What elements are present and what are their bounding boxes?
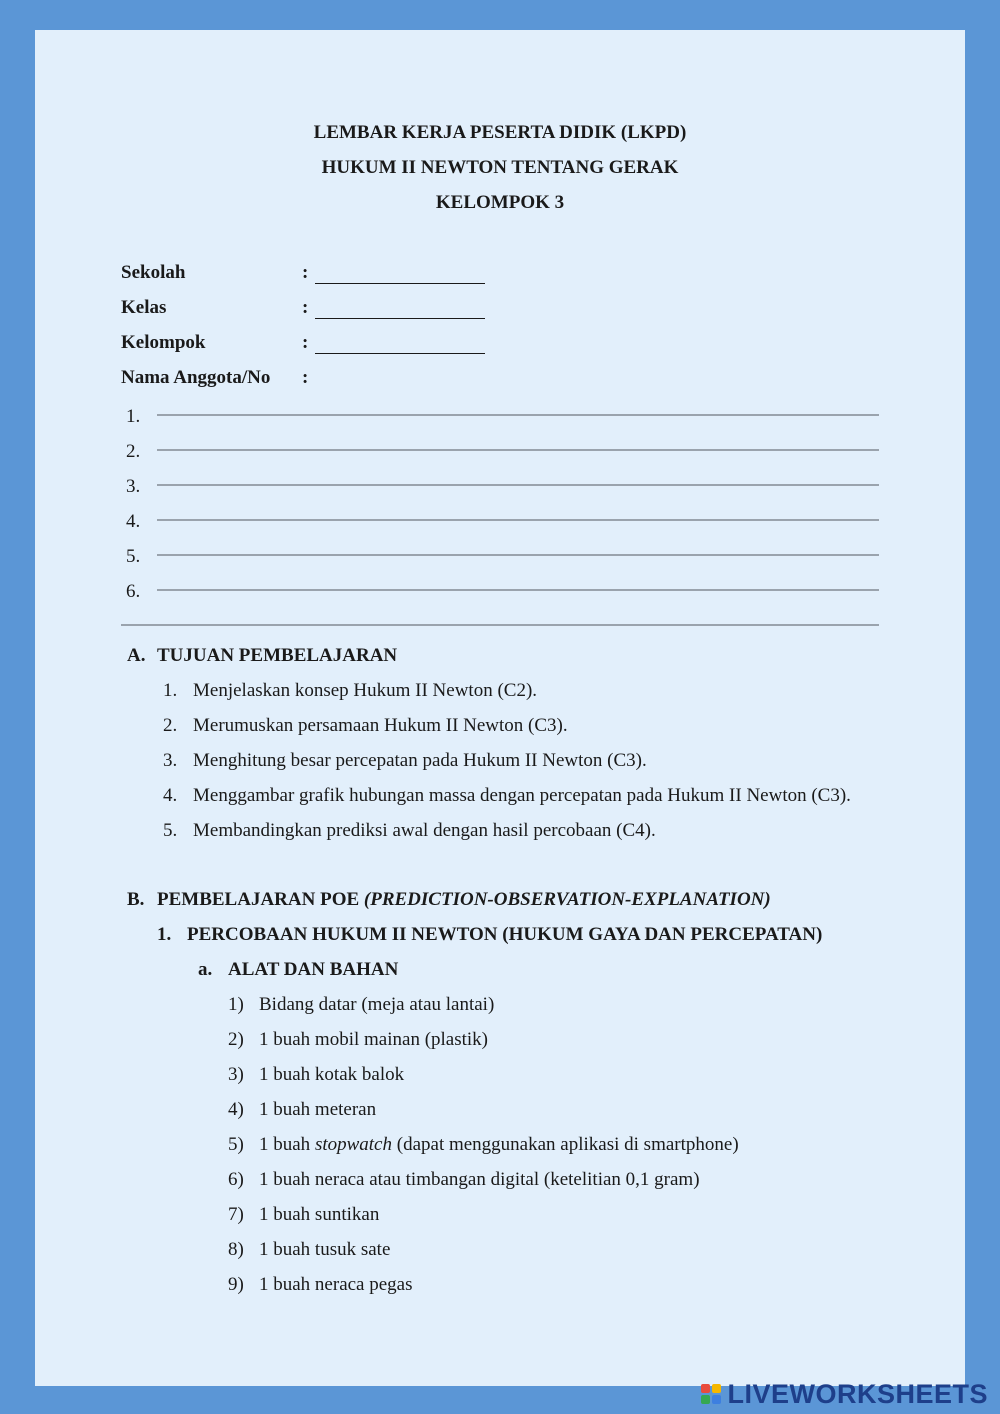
liveworksheets-logo[interactable]: [701, 1380, 988, 1408]
logo-blocks-icon: [701, 1384, 721, 1404]
kelas-input-line[interactable]: [315, 304, 485, 319]
member-number: 4.: [126, 511, 141, 532]
objective-text: Membandingkan prediksi awal dengan hasil percobaan (C4).: [193, 820, 656, 841]
logo-text: LIVEWORKSHEETS: [727, 1378, 988, 1409]
tool-number: 4): [228, 1099, 244, 1120]
tool-item: 1 buah neraca pegas: [259, 1274, 413, 1295]
tool-item-italic: stopwatch: [314, 1134, 392, 1155]
section-b-title-main: PEMBELAJARAN POE: [157, 889, 360, 910]
objective-number: 5.: [163, 820, 178, 841]
field-colon: :: [302, 367, 309, 388]
objective-text: Menjelaskan konsep Hukum II Newton (C2).: [193, 680, 538, 701]
logo-block: [701, 1395, 710, 1404]
tool-number: 5): [228, 1134, 244, 1155]
objective-number: 3.: [163, 750, 178, 771]
subsection-a-marker: a.: [198, 959, 213, 980]
tool-item: 1 buah suntikan: [259, 1204, 380, 1225]
field-colon: :: [302, 297, 309, 318]
field-label-kelompok: Kelompok: [121, 332, 206, 353]
field-colon: :: [302, 332, 309, 353]
tool-item: 1 buah mobil mainan (plastik): [259, 1029, 489, 1050]
section-b-marker: B.: [127, 889, 145, 910]
section-a-marker: A.: [127, 645, 146, 666]
tool-number: 9): [228, 1274, 244, 1295]
subsection-a-title: ALAT DAN BAHAN: [228, 959, 399, 980]
tool-item-post: (dapat menggunakan aplikasi di smartphone): [392, 1134, 739, 1155]
subsection-1-marker: 1.: [157, 924, 172, 945]
section-b-title-italic: (PREDICTION-OBSERVATION-EXPLANATION): [363, 889, 771, 910]
objective-text: Menghitung besar percepatan pada Hukum II Newton (C3).: [193, 750, 647, 771]
objective-number: 1.: [163, 680, 178, 701]
member-number: 6.: [126, 581, 141, 602]
title-line-3: KELOMPOK 3: [435, 192, 565, 213]
sekolah-input-line[interactable]: [315, 269, 485, 284]
tool-number: 2): [228, 1029, 244, 1050]
tool-item: Bidang datar (meja atau lantai): [259, 994, 495, 1015]
tool-item: 1 buah tusuk sate: [259, 1239, 391, 1260]
tool-item: 1 buah kotak balok: [259, 1064, 405, 1085]
member-input-line[interactable]: [157, 589, 879, 591]
kelompok-input-line[interactable]: [315, 339, 485, 354]
member-input-line[interactable]: [157, 484, 879, 486]
field-label-nama-anggota: Nama Anggota/No: [121, 367, 271, 388]
objective-number: 2.: [163, 715, 178, 736]
member-number: 2.: [126, 441, 141, 462]
tool-number: 3): [228, 1064, 244, 1085]
member-number: 3.: [126, 476, 141, 497]
tool-number: 8): [228, 1239, 244, 1260]
objective-text: Menggambar grafik hubungan massa dengan percepatan pada Hukum II Newton (C3).: [193, 785, 851, 806]
member-input-line[interactable]: [157, 554, 879, 556]
member-input-line[interactable]: [157, 519, 879, 521]
tool-number: 1): [228, 994, 244, 1015]
field-label-sekolah: Sekolah: [121, 262, 186, 283]
tool-item: 1 buah neraca atau timbangan digital (ketelitian 0,1 gram): [259, 1169, 700, 1190]
tool-number: 6): [228, 1169, 244, 1190]
worksheet-page: [35, 30, 965, 1386]
section-divider: [121, 624, 879, 626]
title-line-2: HUKUM II NEWTON TENTANG GERAK: [321, 157, 679, 178]
title-line-1: LEMBAR KERJA PESERTA DIDIK (LKPD): [313, 122, 687, 143]
field-colon: :: [302, 262, 309, 283]
objective-text: Merumuskan persamaan Hukum II Newton (C3).: [193, 715, 568, 736]
section-b-title: [157, 888, 771, 912]
tool-item: 1 buah meteran: [259, 1099, 377, 1120]
member-input-line[interactable]: [157, 449, 879, 451]
tool-number: 7): [228, 1204, 244, 1225]
logo-block: [712, 1395, 721, 1404]
logo-block: [701, 1384, 710, 1393]
section-a-title: TUJUAN PEMBELAJARAN: [157, 645, 398, 666]
member-number: 1.: [126, 406, 141, 427]
tool-item: [259, 1133, 739, 1157]
member-number: 5.: [126, 546, 141, 567]
subsection-1-title: PERCOBAAN HUKUM II NEWTON (HUKUM GAYA DAN PERCEPATAN): [187, 924, 823, 945]
objective-number: 4.: [163, 785, 178, 806]
member-input-line[interactable]: [157, 414, 879, 416]
logo-block: [712, 1384, 721, 1393]
field-label-kelas: Kelas: [121, 297, 167, 318]
tool-item-pre: 1 buah: [259, 1134, 315, 1155]
